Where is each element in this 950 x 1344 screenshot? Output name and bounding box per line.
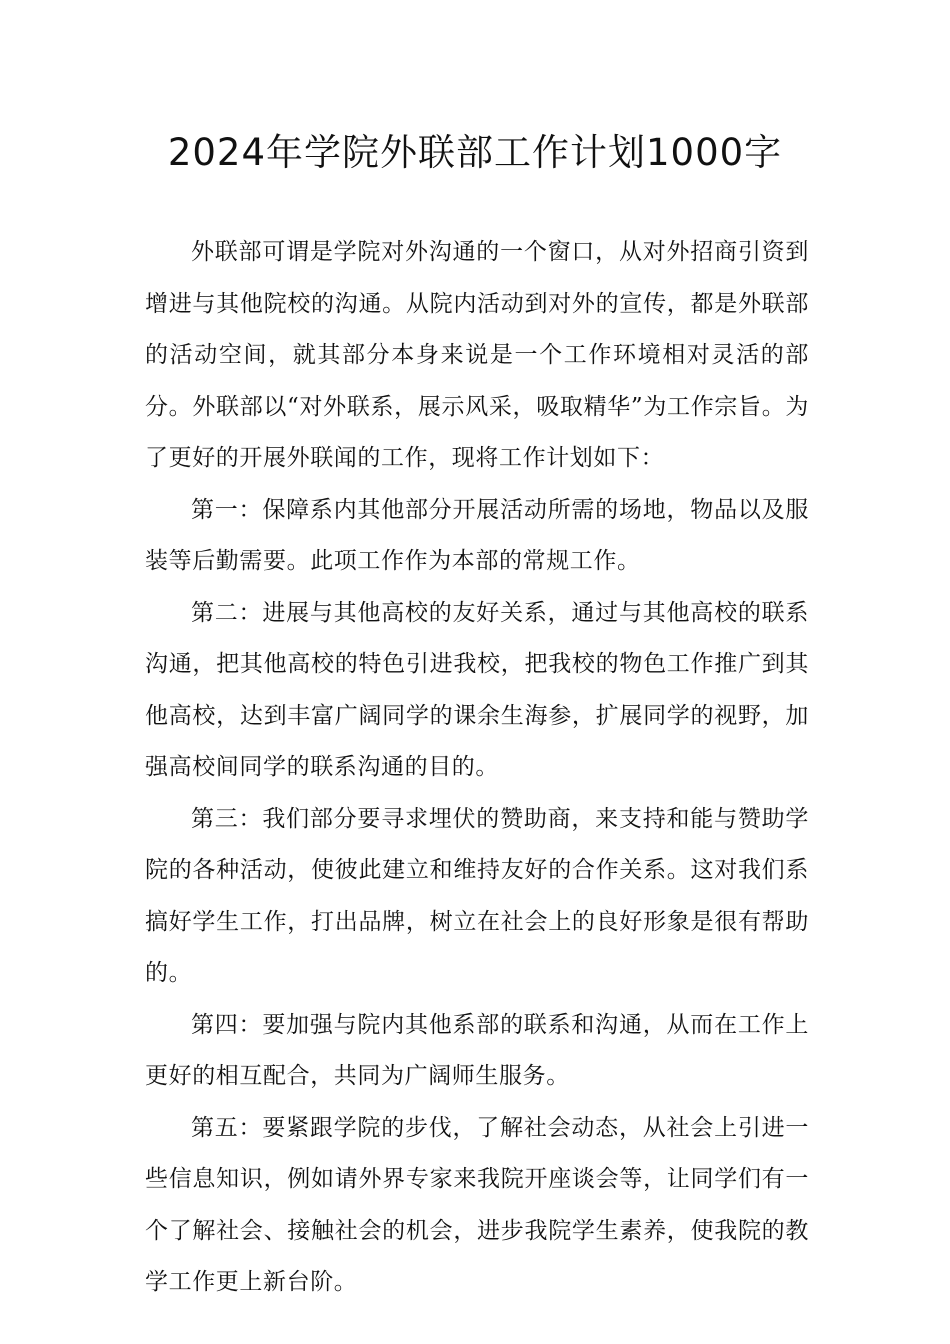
paragraph-item-4: 第四：要加强与院内其他系部的联系和沟通，从而在工作上更好的相互配合，共同为广阔师生服务。: [145, 1011, 809, 1089]
paragraph-intro: 外联部可谓是学院对外沟通的一个窗口，从对外招商引资到增进与其他院校的沟通。从院内活动到对外的宣传，都是外联部的活动空间，就其部分本身来说是一个工作环境相对灵活的部分。外联部以“对外联系，展示风采，吸取精华”为工作宗旨。为了更好的开展外联闻的工作，现将工作计划如下：: [145, 239, 809, 471]
paragraph-item-2: 第二：进展与其他高校的友好关系，通过与其他高校的联系沟通，把其他高校的特色引进我校，把我校的物色工作推广到其他高校，达到丰富广阔同学的课余生海参，扩展同学的视野，加强高校间同学的联系沟通的目的。: [145, 599, 809, 780]
document-title: 2024年学院外联部工作计划1000字: [167, 131, 783, 174]
paragraph-item-1: 第一：保障系内其他部分开展活动所需的场地，物品以及服装等后勤需要。此项工作作为本部的常规工作。: [145, 496, 809, 574]
paragraph-item-5: 第五：要紧跟学院的步伐，了解社会动态，从社会上引进一些信息知识，例如请外界专家来我院开座谈会等，让同学们有一个了解社会、接触社会的机会，进步我院学生素养，使我院的教学工作更上新台阶。: [145, 1114, 809, 1295]
paragraph-item-3: 第三：我们部分要寻求埋伏的赞助商，来支持和能与赞助学院的各种活动，使彼此建立和维持友好的合作关系。这对我们系搞好学生工作，打出品牌，树立在社会上的良好形象是很有帮助的。: [145, 805, 809, 986]
document-body: [145, 227, 809, 1309]
